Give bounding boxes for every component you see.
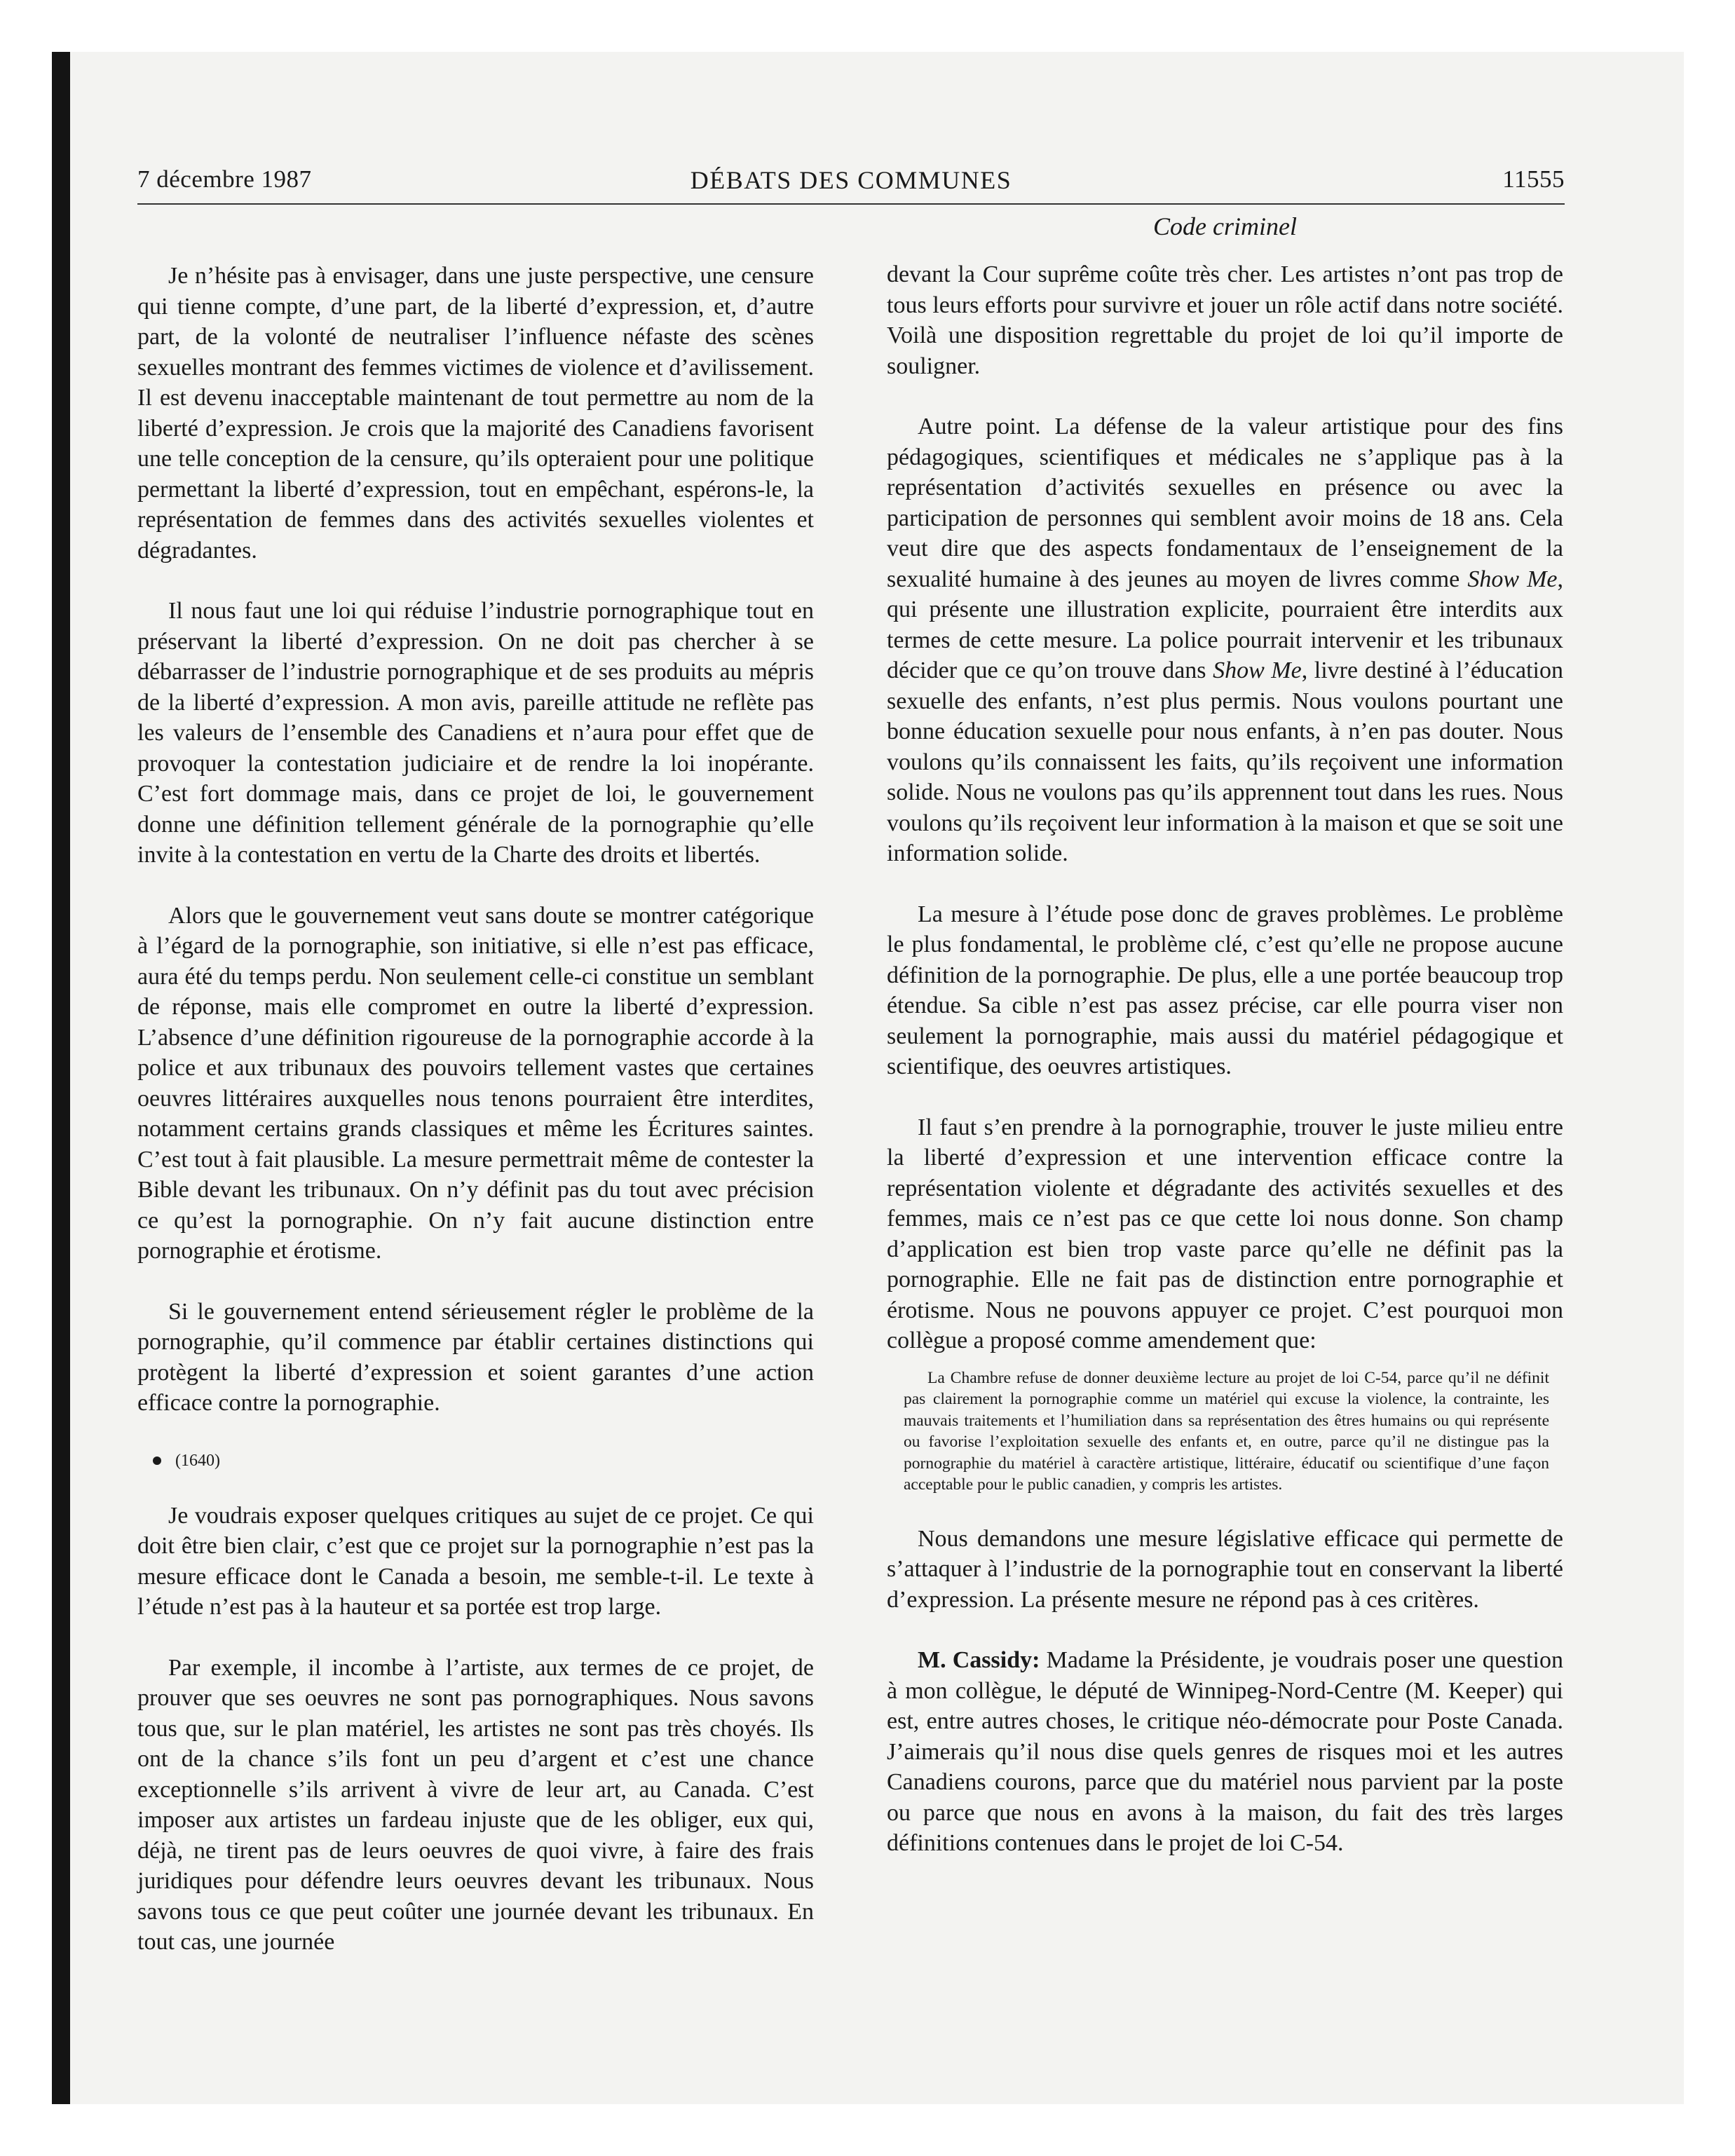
paragraph: Il nous faut une loi qui réduise l’industrie pornographique tout en préservant la liberté d’expression. On ne doit pas chercher à se débarrasser de l’industrie pornographique et de ses produits au mépris de la liberté d’expression. A mon avis, pareille attitude ne reflète pas les valeurs de l’ensemble des Canadiens et n’aura pour effet que de provoquer la contestation judiciaire et de rendre la loi inopérante. C’est fort dommage mais, dans ce projet de loi, le gouvernement donne une définition tellement générale de la pornographie qu’elle invite à la contestation en vertu de la Charte des droits et libertés.: [137, 598, 814, 868]
paragraph: La mesure à l’étude pose donc de graves problèmes. Le problème le plus fondamental, le problème clé, c’est qu’elle ne propose aucune définition de la pornographie. De plus, elle a une portée beaucoup trop étendue. Sa cible n’est pas assez précise, car elle pourra viser non seulement la pornographie, mais aussi du matériel pédagogique et scientifique, des oeuvres artistiques.: [887, 901, 1563, 1079]
scan-edge-bar: [52, 52, 70, 2104]
paragraph: Nous demandons une mesure législative efficace qui permette de s’attaquer à l’industrie de la pornographie tout en conservant la liberté d’expression. La présente mesure ne répond pas à ces critères.: [887, 1525, 1563, 1613]
paragraph-text: , livre destiné à l’éducation sexuelle des enfants, n’est plus permis. Nous voulons pourtant une bonne éducation sexuelle pour nous enfants, à n’en pas douter. Nous voulons qu’ils connaissent les faits, qu’ils reçoivent une information solide. Nous ne voulons pas qu’ils apprennent tout dans les rues. Nous voulons qu’ils reçoivent leur information à la maison et que se soit une information solide.: [887, 657, 1563, 866]
section-title: Code criminel: [1153, 212, 1297, 240]
page-header: [137, 161, 1565, 205]
time-marker-text: (1640): [175, 1451, 220, 1470]
paragraph: Il faut s’en prendre à la pornographie, trouver le juste milieu entre la liberté d’expression et une intervention efficace contre la représentation violente et dégradante des activités sexuelles et des femmes, mais ce n’est pas ce que cette loi nous donne. Son champ d’application est bien trop vaste parce qu’elle ne définit pas la pornographie. Elle ne fait pas de distinction entre pornographie et érotisme. Nous ne pouvons appuyer ce projet. C’est pourquoi mon collègue a proposé comme amendement que:: [887, 1114, 1563, 1353]
amendment-quote: [904, 1367, 1549, 1496]
right-column: [887, 259, 1563, 1859]
paragraph: Je n’hésite pas à envisager, dans une juste perspective, une censure qui tienne compte, d’une part, de la liberté d’expression, et, d’autre part, de la volonté de neutraliser l’influence néfaste des scènes sexuelles montrant des femmes victimes de violence et d’avilissement. Il est devenu inacceptable maintenant de tout permettre au nom de la liberté d’expression. Je crois que la majorité des Canadiens favorisent une telle conception de la censure, qu’ils opteraient pour une politique permettant la liberté d’expression, tout en empêchant, espérons-le, la représentation de femmes dans des activités sexuelles violentes et dégradantes.: [137, 263, 814, 564]
paragraph: [887, 411, 1563, 869]
header-publication: DÉBATS DES COMMUNES: [690, 166, 1012, 194]
paragraph: Je voudrais exposer quelques critiques au sujet de ce projet. Ce qui doit être bien clair, c’est que ce projet sur la pornographie n’est pas la mesure efficace dont le Canada a besoin, me semble-t-il. Le texte à l’étude n’est pas à la hauteur et sa portée est trop large.: [137, 1502, 814, 1620]
paragraph: Alors que le gouvernement veut sans doute se montrer catégorique à l’égard de la pornographie, son initiative, si elle n’est pas efficace, aura été du temps perdu. Non seulement celle-ci constitue un semblant de réponse, mais elle compromet en outre la liberté d’expression. L’absence d’une définition rigoureuse de la pornographie accorde à la police et aux tribunaux des pouvoirs tellement vastes que certaines oeuvres littéraires auxquelles nous tenons pourraient être interdites, notamment certains grands classiques et même les Écritures saintes. C’est tout à fait plausible. La mesure permettrait même de contester la Bible devant les tribunaux. On n’y définit pas du tout avec précision ce qu’est la pornographie. On n’y fait aucune distinction entre pornographie et érotisme.: [137, 902, 814, 1264]
header-date: 7 décembre 1987: [137, 165, 312, 193]
paragraph: Par exemple, il incombe à l’artiste, aux termes de ce projet, de prouver que ses oeuvres ne sont pas pornographiques. Nous savons tous que, sur le plan matériel, les artistes ne sont pas très choyés. Ils ont de la chance s’ils font un peu d’argent et c’est une chance exceptionnelle s’ils arrivent à vivre de leur art, au Canada. C’est imposer aux artistes un fardeau injuste que de les obliger, eux qui, déjà, ne tirent pas de leurs oeuvres de quoi vivre, à faire des frais juridiques pour défendre leurs oeuvres devant les tribunaux. Nous savons tous ce que peut coûter une journée devant les tribunaux. En tout cas, une journée: [137, 1654, 814, 1955]
paragraph-text: Madame la Présidente, je voudrais poser une question à mon collègue, le député de Winnipeg-Nord-Centre (M. Keeper) qui est, entre autres choses, le critique néo-démocrate pour Poste Canada. J’aimerais qu’il nous dise quels genres de risques moi et les autres Canadiens courons, parce que du matériel nous parvient par la poste ou parce que nous en avons à la maison, du fait des très larges définitions contenues dans le projet de loi C-54.: [887, 1647, 1563, 1856]
book-title: Show Me: [1467, 566, 1558, 592]
paragraph-text: Autre point. La défense de la valeur artistique pour des fins pédagogiques, scientifiques et médicales ne s’applique pas à la représentation d’activités sexuelles en présence ou avec la participation de personnes qui semblent avoir moins de 18 ans. Cela veut dire que des aspects fondamentaux de l’enseignement de la sexualité humaine à des jeunes au moyen de livres comme: [887, 414, 1563, 592]
bullet-icon: [153, 1456, 161, 1465]
paragraph-text: , qui présente une illustration explicite, pourraient être interdits aux termes de cette mesure. La police pourrait intervenir et les tribunaux décider que ce qu’on trouve dans: [887, 566, 1563, 683]
speaker-name: M. Cassidy:: [918, 1647, 1040, 1673]
left-column: [137, 261, 814, 1958]
paragraph: [887, 1645, 1563, 1859]
header-page-number: 11555: [1502, 165, 1565, 193]
quote-text: La Chambre refuse de donner deuxième lecture au projet de loi C-54, parce qu’il ne définit pas clairement la pornographie comme un matériel qui excuse la violence, la contrainte, les mauvais traitements et l’humiliation dans sa représentation des êtres humains ou qui représente ou favorise l’exploitation sexuelle des enfants et, en outre, parce qu’il ne distingue pas la pornographie du matériel à caractère artistique, littéraire, éducatif ou scientifique d’une façon acceptable pour le public canadien, y compris les artistes.: [904, 1368, 1549, 1494]
paragraph: devant la Cour suprême coûte très cher. Les artistes n’ont pas trop de tous leurs efforts pour survivre et jouer un rôle actif dans notre société. Voilà une disposition regrettable du projet de loi qu’il importe de souligner.: [887, 261, 1563, 379]
time-marker: [137, 1449, 814, 1473]
book-title: Show Me: [1213, 657, 1302, 683]
paragraph: Si le gouvernement entend sérieusement régler le problème de la pornographie, qu’il commence par établir certaines distinctions qui protègent la liberté d’expression et soient garantes d’une action efficace contre la pornographie.: [137, 1298, 814, 1416]
